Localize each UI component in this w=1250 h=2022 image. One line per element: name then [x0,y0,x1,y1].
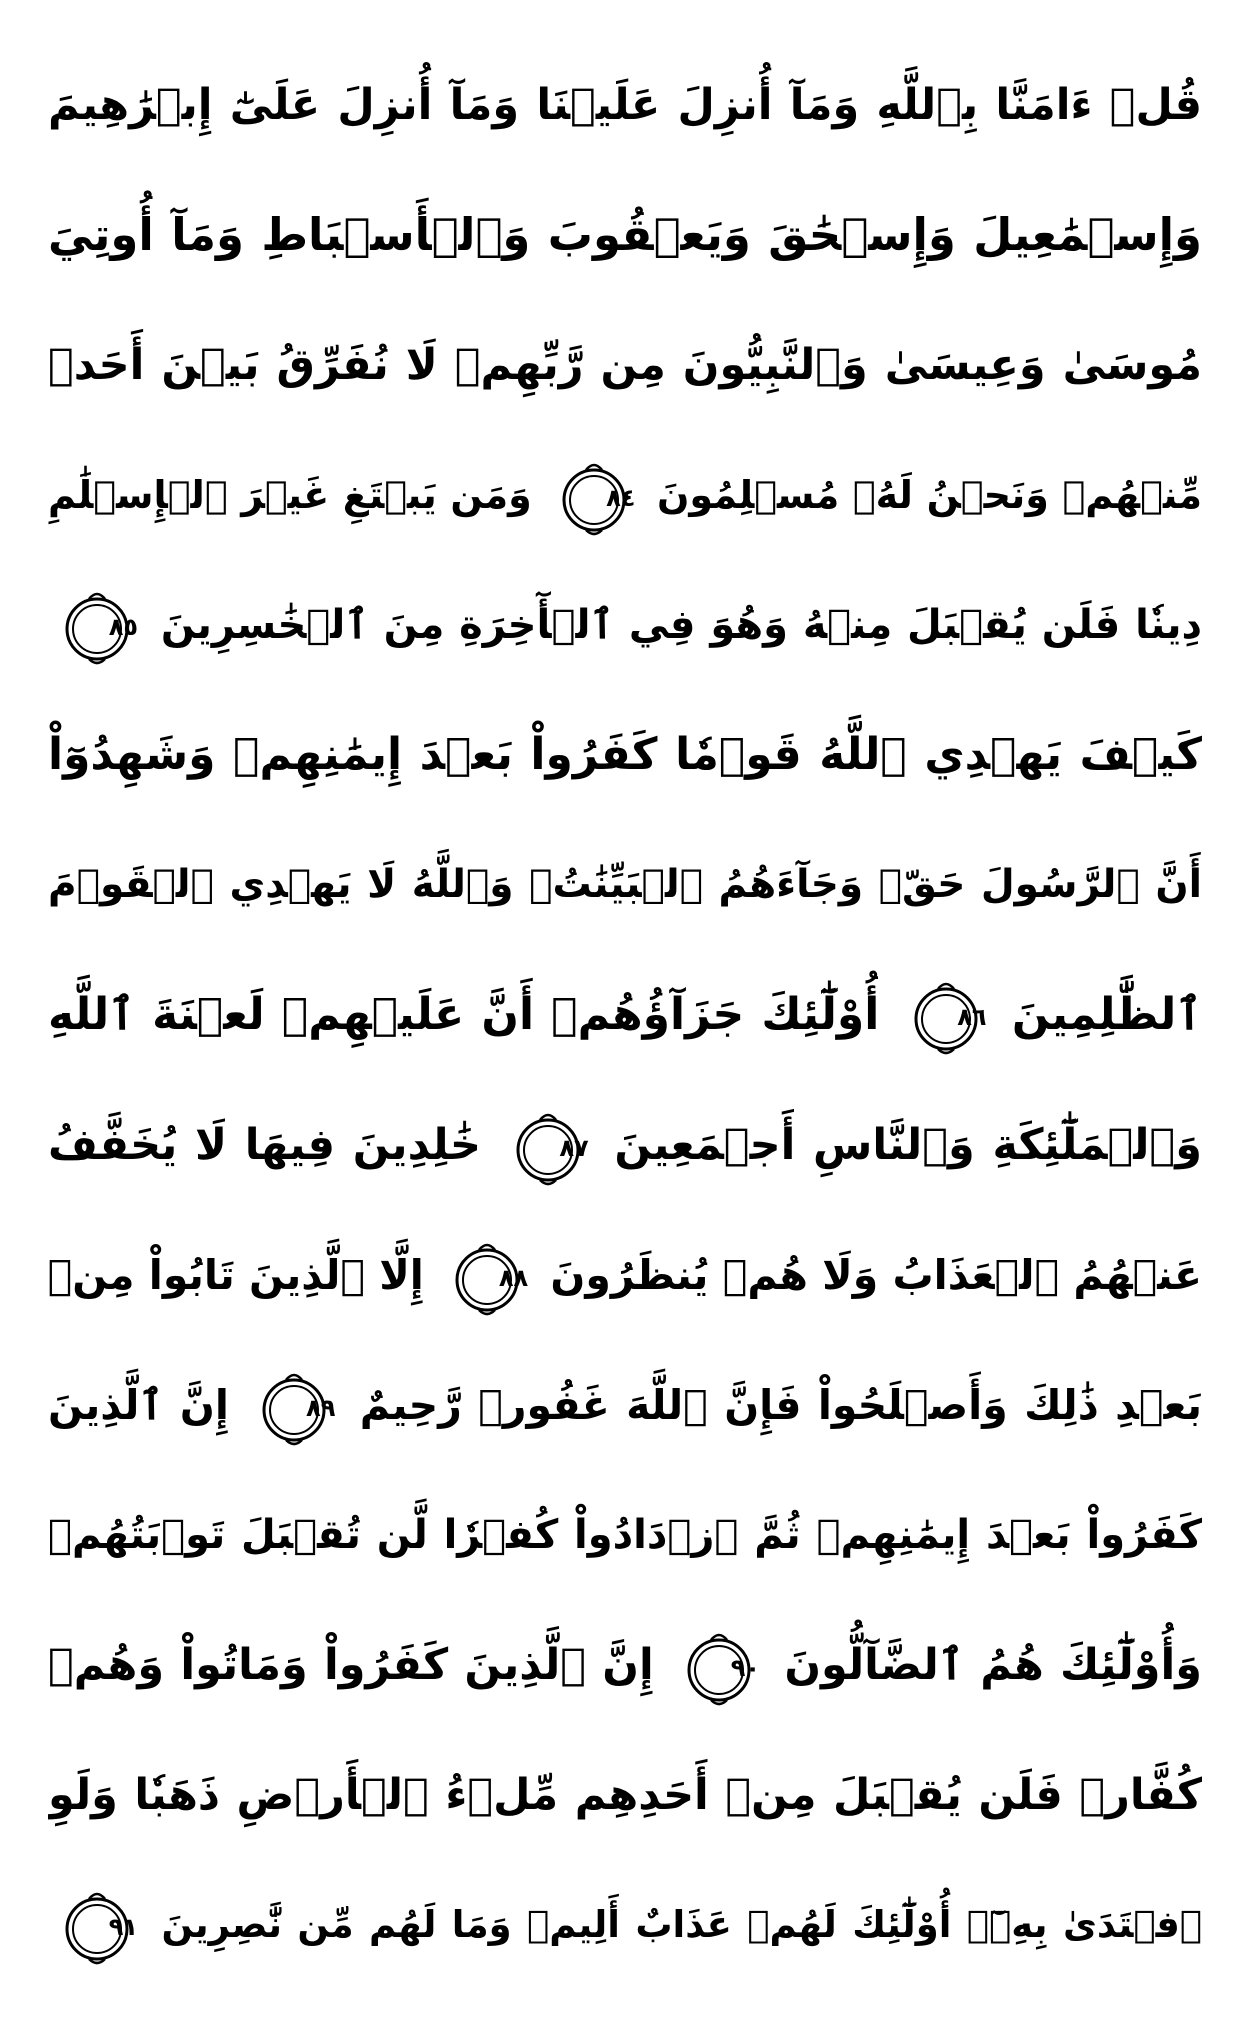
verse-text: مُوسَىٰ وَعِيسَىٰ وَٱلنَّبِيُّونَ مِن رَّبِّهِمۡ لَا نُفَرِّقُ بَيۡنَ أَحَدٖ [48,340,1202,390]
verse-text: إِنَّ ٱلَّذِينَ كَفَرُواْ وَمَاتُواْ وَهُمۡ [48,1640,654,1690]
verse-line [48,820,1202,950]
ayah-end-marker [56,586,138,668]
verse-text: وَمَن يَبۡتَغِ غَيۡرَ ٱلۡإِسۡلَٰمِ [48,473,532,517]
verse-text: ٱفۡتَدَىٰ بِهِۦٓۗ أُوْلَٰٓئِكَ لَهُمۡ عَذَابٌ أَلِيمٞ وَمَا لَهُم مِّن نَّٰصِرِينَ [161,1903,1202,1946]
verse-line [48,1080,1202,1210]
verse-line [48,690,1202,820]
verse-text: وَإِسۡمَٰعِيلَ وَإِسۡحَٰقَ وَيَعۡقُوبَ وَٱلۡأَسۡبَاطِ وَمَآ أُوتِيَ [48,208,1202,261]
ayah-end-marker [905,976,987,1058]
verse-text: وَأُوْلَٰٓئِكَ هُمُ ٱلضَّآلُّونَ [784,1640,1202,1690]
verse-line [48,1860,1202,1990]
ayah-number: ٨٧ [559,1133,589,1162]
verse-line [48,300,1202,430]
verse-line [48,560,1202,690]
ayah-end-marker [553,457,635,539]
verse-text: إِنَّ ٱلَّذِينَ [48,1381,229,1429]
verse-line [48,1210,1202,1340]
verse-text: عَنۡهُمُ ٱلۡعَذَابُ وَلَا هُمۡ يُنظَرُونَ [550,1251,1202,1299]
verse-text: كَيۡفَ يَهۡدِي ٱللَّهُ قَوۡمٗا كَفَرُواْ بَعۡدَ إِيمَٰنِهِمۡ وَشَهِدُوٓاْ [48,729,1202,780]
verse-line [48,1600,1202,1730]
verse-line [48,1340,1202,1470]
verse-lines [48,40,1202,1990]
verse-line [48,170,1202,300]
verse-text: دِينٗا فَلَن يُقۡبَلَ مِنۡهُ وَهُوَ فِي ٱلۡأٓخِرَةِ مِنَ ٱلۡخَٰسِرِينَ [160,602,1202,648]
ayah-number: ٩١ [108,1912,138,1941]
ayah-number: ٨٦ [957,1003,987,1031]
verse-text: بَعۡدِ ذَٰلِكَ وَأَصۡلَحُواْ فَإِنَّ ٱللَّهَ غَفُورٞ رَّحِيمٌ [359,1381,1202,1429]
verse-line [48,950,1202,1080]
ayah-number: ٨٨ [498,1264,529,1292]
ayah-number: ٨٩ [306,1394,336,1422]
ayah-number: ٨٤ [606,483,636,512]
ayah-end-marker [678,1627,760,1709]
verse-text: كُفَّارٞ فَلَن يُقۡبَلَ مِنۡ أَحَدِهِم مِّلۡءُ ٱلۡأَرۡضِ ذَهَبٗا وَلَوِ [48,1770,1202,1820]
ayah-end-marker [446,1237,528,1319]
ayah-end-marker [507,1107,589,1189]
verse-text: أُوْلَٰٓئِكَ جَزَآؤُهُمۡ أَنَّ عَلَيۡهِمۡ لَعۡنَةَ ٱللَّهِ [48,989,880,1040]
ayah-number: ٩٠ [730,1653,761,1682]
verse-text: مِّنۡهُمۡ وَنَحۡنُ لَهُۥ مُسۡلِمُونَ [656,473,1202,517]
verse-line [48,430,1202,560]
ayah-end-marker [253,1367,335,1449]
verse-text: وَٱلۡمَلَٰٓئِكَةِ وَٱلنَّاسِ أَجۡمَعِينَ [614,1120,1202,1170]
verse-text: إِلَّا ٱلَّذِينَ تَابُواْ مِنۢ [48,1251,424,1299]
verse-text: كَفَرُواْ بَعۡدَ إِيمَٰنِهِمۡ ثُمَّ ٱزۡدَادُواْ كُفۡرٗا لَّن تُقۡبَلَ تَوۡبَتُهُمۡ [48,1512,1202,1558]
verse-text: أَنَّ ٱلرَّسُولَ حَقّٞ وَجَآءَهُمُ ٱلۡبَيِّنَٰتُۚ وَٱللَّهُ لَا يَهۡدِي ٱلۡقَوۡمَ [48,862,1202,907]
verse-text: ٱلظَّٰلِمِينَ [1011,989,1202,1040]
verse-text: خَٰلِدِينَ فِيهَا لَا يُخَفَّفُ [48,1120,481,1170]
verse-line [48,1730,1202,1860]
ayah-number: ٨٥ [108,613,138,641]
verse-line [48,40,1202,170]
ayah-end-marker [56,1886,138,1968]
verse-text: قُلۡ ءَامَنَّا بِٱللَّهِ وَمَآ أُنزِلَ عَلَيۡنَا وَمَآ أُنزِلَ عَلَىٰٓ إِبۡرَٰهِيمَ [48,80,1202,130]
verse-line [48,1470,1202,1600]
